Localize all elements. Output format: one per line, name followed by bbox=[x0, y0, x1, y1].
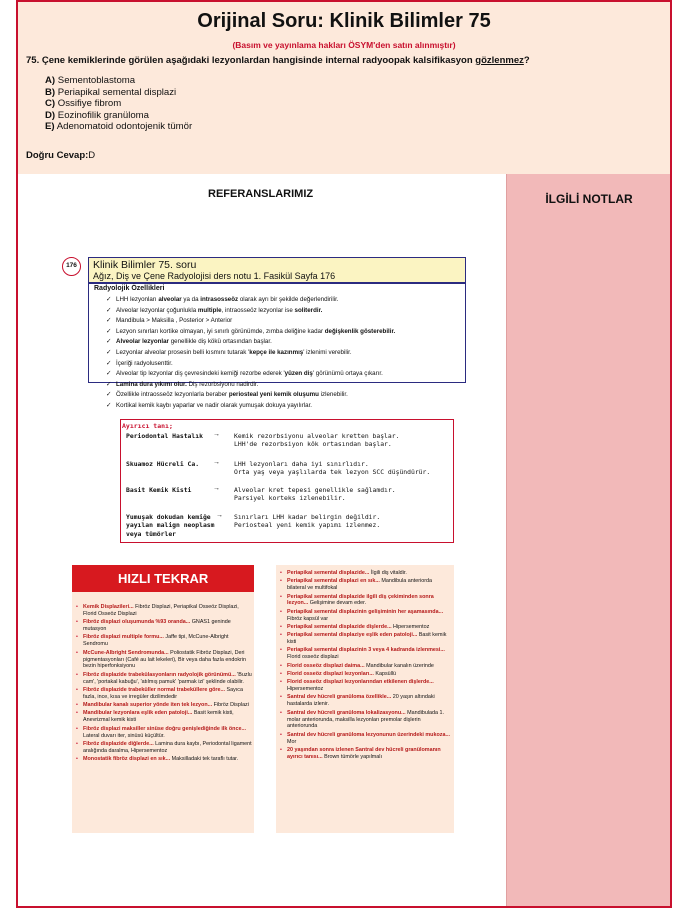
source-subtitle: Ağız, Diş ve Çene Radyolojisi ders notu 1. Fasikül Sayfa 176 bbox=[93, 271, 336, 281]
question-end: ? bbox=[523, 55, 530, 66]
differential-heading: Ayırıcı tanı; bbox=[122, 422, 173, 430]
check-icon: ✓ bbox=[106, 391, 112, 399]
copyright-note: (Basım ve yayınlama hakları ÖSYM'den satın alınmıştır) bbox=[232, 40, 456, 50]
answer-options bbox=[45, 75, 192, 133]
differential-desc: Sınırları LHH kadar belirgin değildir. Periosteal yeni kemik yapımı izlenmez. bbox=[234, 513, 381, 530]
list-item: ✓ LHH lezyonları alveolar ya da intrasosseöz olarak ayrı bir şekilde değerlendirilir. bbox=[106, 295, 466, 306]
page-number-badge: 176 bbox=[62, 257, 81, 276]
list-item: • Fibröz displazi multiple formu... Jaffe tipi, McCune-Albright Sendromu bbox=[76, 634, 252, 648]
check-icon: ✓ bbox=[106, 296, 112, 303]
list-item: • Mandibular lezyonlara eşlik eden patoloji... Basit kemik kisti, Anevrizmal kemik kisti bbox=[76, 710, 252, 724]
differential-desc: LHH lezyonları daha iyi sınırlıdır. Orta yaş veya yaşlılarda tek lezyon SCC düşündürür. bbox=[234, 460, 431, 477]
list-item: • Florid osseöz displazi daima... Mandibular kanalın üzerinde bbox=[280, 663, 452, 670]
list-item: • Santral dev hücreli granüloma özellikle... 20 yaşın altındaki hastalarda izlenir. bbox=[280, 694, 452, 708]
list-item: ✓ Lezyonlar alveolar prosesin belli kısmını tutarak 'kepçe ile kazınmış' izlenimi verebilir. bbox=[106, 348, 466, 359]
source-title: Klinik Bilimler 75. soru bbox=[93, 259, 197, 271]
list-item: • Periapikal semental displazide dişlerde... Hipersementoz bbox=[280, 624, 452, 631]
radiology-list bbox=[106, 295, 466, 412]
list-item: ✓ Özellikle intraosseöz lezyonlarla beraber periosteal yeni kemik oluşumu izlenebilir. bbox=[106, 390, 466, 401]
list-item: ✓ Kortikal kemik kaybı yaparlar ve nadir olarak yumuşak dokuya yayılırlar. bbox=[106, 401, 466, 412]
question-text bbox=[26, 55, 666, 66]
check-icon: ✓ bbox=[106, 370, 112, 378]
check-icon: ✓ bbox=[106, 306, 112, 314]
check-icon: ✓ bbox=[106, 380, 112, 388]
differential-desc: Kemik rezorbsiyonu alveolar kretten başlar. LHH'de rezorbsiyon kök ortasından başlar. bbox=[234, 432, 400, 449]
list-item: ✓ Alveolar lezyonlar genellikle diş kökü ortasından başlar. bbox=[106, 337, 466, 348]
source-box bbox=[88, 257, 466, 283]
check-icon: ✓ bbox=[106, 317, 112, 325]
arrow-icon: → bbox=[213, 431, 220, 438]
quick-review-left-list bbox=[76, 604, 252, 764]
list-item: ✓ Mandibula > Maksilla , Posterior > Anterior bbox=[106, 316, 466, 327]
list-item: • Periapikal semental displazinin gelişiminin her aşamasında... Fibröz kapsül var bbox=[280, 609, 452, 623]
list-item: • Monostatik fibröz displazi en sık... Maksilladaki tek taraflı tutar. bbox=[76, 756, 252, 763]
list-item: • Santral dev hücreli granüloma lezyonunun üzerindeki mukoza... Mor bbox=[280, 732, 452, 746]
list-item: ✓ Lamina dura yıkımı olur. Diş rezorbsiyonu nadirdir. bbox=[106, 380, 466, 391]
correct-answer: Doğru Cevap:D bbox=[26, 150, 96, 161]
list-item: • Santral dev hücreli granüloma lokalizasyonu... Mandibulada 1. molar anteriorunda, maksilla lezyonları premolar dişlerin anteriorunda bbox=[280, 710, 452, 731]
option-a: A) Sementoblastoma bbox=[45, 75, 136, 86]
list-item: • Periapikal semental displaziye eşlik eden patoloji... Basit kemik kisti bbox=[280, 632, 452, 646]
list-item: • 20 yaşından sonra izlenen Santral dev hücreli granülomanın ayırıcı tanısı... Brown tümörle yapılmalı bbox=[280, 747, 452, 761]
page-title: Orijinal Soru: Klinik Bilimler 75 bbox=[197, 10, 491, 32]
check-icon: ✓ bbox=[106, 401, 112, 409]
list-item: ✓ İçeriği radyolusenttir. bbox=[106, 359, 466, 370]
option-c: C) Ossifiye fibrom bbox=[45, 98, 122, 110]
list-item: • Florid osseöz displazi lezyonları... Kapsüllü bbox=[280, 671, 452, 678]
differential-term: Basit Kemik Kisti bbox=[126, 486, 192, 494]
list-item: • Fibröz displazide trabeküller normal trabeküllere göre... Sayıca fazla, ince, kısa ve irregüler dizilimdedir bbox=[76, 687, 252, 701]
page-frame bbox=[16, 0, 672, 908]
option-d: D) Eozinofilik granüloma bbox=[45, 109, 149, 121]
list-item: • Periapikal semental displazi en sık... Mandibula anteriorda bilateral ve multifokal bbox=[280, 578, 452, 592]
list-item: ✓ Alveolar tip lezyonlar diş çevresindeki kemiği rezorbe ederek 'yüzen diş' görünümü ortaya çıkarır. bbox=[106, 369, 466, 380]
list-item: ✓ Lezyon sınırları kortike olmayan, iyi sınırlı görünümde, zımba deliğine kadar değişkenlik gösterebilir. bbox=[106, 327, 466, 338]
list-item: • Florid osseöz displazi lezyonlarından etkilenen dişlerde... Hipersementoz bbox=[280, 679, 452, 693]
list-item: • McCune-Albright Sendromunda... Poliostatik Fibröz Displazi, Deri pigmentasyonları (Café au lait lekeleri), Bir veya daha fazla endokrin bezin hiperfonksiyonu bbox=[76, 650, 252, 671]
list-item: • Fibröz displazide diğlerde... Lamina dura kaybı, Periodontal ligament aralığında daralma, Hipersementoz bbox=[76, 741, 252, 755]
option-b: B) Periapikal semental displazi bbox=[45, 86, 177, 98]
list-item: • Periapikal semental displazide ilgili diş çekiminden sonra lezyon... Gelişimine devam eder. bbox=[280, 594, 452, 608]
arrow-icon: → bbox=[213, 485, 220, 492]
references-heading: REFERANSLARIMIZ bbox=[208, 188, 314, 200]
question-panel bbox=[18, 2, 670, 174]
notes-column bbox=[506, 174, 670, 908]
differential-desc: Alveolar kret tepesi genellikle sağlamdır. Parsiyel korteks izlenebilir. bbox=[234, 486, 396, 503]
arrow-icon: → bbox=[213, 459, 220, 466]
option-e: E) Adenomatoid odontojenik tümör bbox=[45, 121, 193, 133]
question-stem: 75. Çene kemiklerinde görülen aşağıdaki lezyonlardan hangisinde internal radyoopak kalsifikasyon bbox=[26, 55, 476, 66]
check-icon: ✓ bbox=[106, 359, 112, 367]
list-item: • Fibröz displazide trabekülasyonların radyolojik görünümü... 'Buzlu cam', 'portakal kabuğu', 'atılmış pamuk' 'parmak izi' şeklinde olabilir. bbox=[76, 672, 252, 686]
list-item: • Fibröz displazi oluşumunda %93 oranda... GNAS1 geninde mutasyon bbox=[76, 619, 252, 633]
check-icon: ✓ bbox=[106, 338, 112, 346]
list-item: ✓ Alveolar lezyonlar çoğunlukla multiple, intraosseöz lezyonlar ise soliterdir. bbox=[106, 306, 466, 317]
notes-heading: İLGİLİ NOTLAR bbox=[545, 192, 633, 206]
question-keyword: gözlenmez bbox=[475, 55, 524, 66]
arrow-icon: → bbox=[216, 512, 223, 519]
list-item: • Fibröz displazi maksiller sinüse doğru genişlediğinde ilk önce... Lateral duvarı iter, sinüsü küçültür. bbox=[76, 726, 252, 740]
quick-review-right-list bbox=[280, 570, 452, 762]
check-icon: ✓ bbox=[106, 327, 112, 335]
differential-term: Periodontal Hastalık bbox=[126, 432, 203, 440]
differential-term: Yumuşak dokudan kemiğe yayılan malign neoplasm veya tümörler bbox=[126, 513, 215, 538]
quick-review-heading: HIZLI TEKRAR bbox=[72, 565, 254, 592]
differential-term: Skuamoz Hücreli Ca. bbox=[126, 460, 200, 468]
list-item: • Mandibular kanalı superior yönde iten tek lezyon... Fibröz Displazi bbox=[76, 702, 252, 709]
list-item: • Periapikal semental displazide... İlgili diş vitaldir. bbox=[280, 570, 452, 577]
list-item: • Kemik Displazileri... Fibröz Displazi, Periapikal Osseöz Displazi, Florid Osseöz Displazi bbox=[76, 604, 252, 618]
list-item: • Periapikal semental displazinin 3 veya 4 kadranda izlenmesi... Florid osseöz displazi bbox=[280, 647, 452, 661]
check-icon: ✓ bbox=[106, 348, 112, 356]
radiology-heading: Radyolojik Özellikleri bbox=[94, 285, 165, 292]
